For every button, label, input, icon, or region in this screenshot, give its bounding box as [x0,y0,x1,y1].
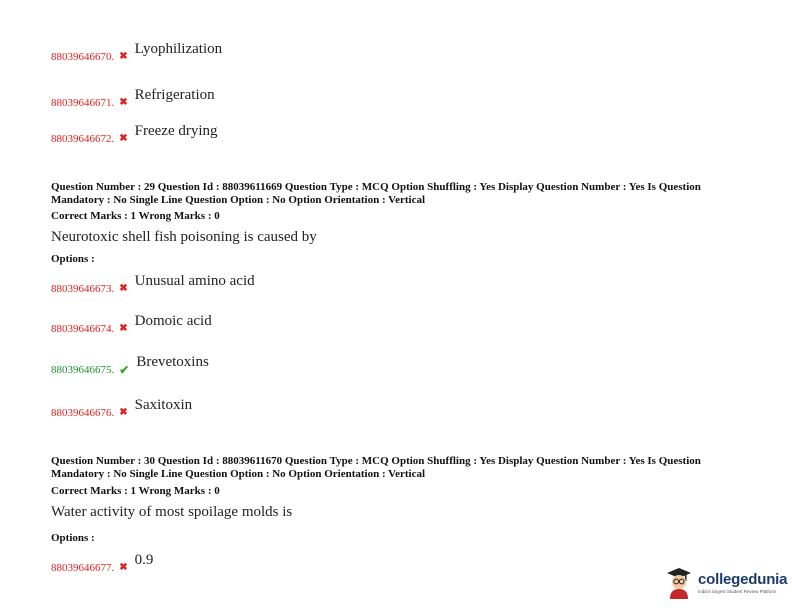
option-id: 88039646676. [51,407,115,419]
cross-icon: ✖ [119,407,128,418]
logo-tagline: India's largest Student Review Platform [698,588,777,594]
option-text: Lyophilization [134,41,223,57]
question-text: Neurotoxic shell fish poisoning is caused by [51,229,317,245]
question-marks: Correct Marks : 1 Wrong Marks : 0 [51,210,220,222]
option-row [51,397,193,419]
question-meta: Question Number : 30 Question Id : 88039611670 Question Type : MCQ Option Shuffling : Yes Display Question Number : Yes Is Question Mandatory : No Single Line Question Option : No Option Orientation : Vertical [51,455,701,480]
option-id: 88039646677. [51,562,115,574]
cross-icon: ✖ [119,97,128,108]
graduate-mascot-icon [664,565,694,599]
cross-icon: ✖ [119,323,128,334]
option-id: 88039646672. [51,133,115,145]
option-row [51,87,215,109]
option-row [51,123,218,145]
check-icon: ✔ [119,363,130,377]
option-id: 88039646671. [51,97,115,109]
question-marks: Correct Marks : 1 Wrong Marks : 0 [51,485,220,497]
collegedunia-logo [664,564,788,600]
question-meta: Question Number : 29 Question Id : 88039611669 Question Type : MCQ Option Shuffling : Yes Display Question Number : Yes Is Question Mandatory : No Single Line Question Option : No Option Orientation : Vertical [51,181,701,206]
option-id: 88039646673. [51,283,115,295]
logo-name: collegedunia [698,570,788,588]
cross-icon: ✖ [119,51,128,62]
cross-icon: ✖ [119,133,128,144]
option-text: Brevetoxins [136,354,209,370]
option-row [51,41,223,63]
option-id: 88039646670. [51,51,115,63]
option-row [51,273,255,295]
option-id: 88039646675. [51,364,115,376]
cross-icon: ✖ [119,283,128,294]
options-label: Options : [51,253,95,265]
question-text: Water activity of most spoilage molds is [51,504,293,520]
option-text: 0.9 [134,552,154,568]
option-text: Unusual amino acid [134,273,255,289]
cross-icon: ✖ [119,562,128,573]
options-label: Options : [51,532,95,544]
option-row [51,552,154,574]
option-id: 88039646674. [51,323,115,335]
option-text: Freeze drying [134,123,218,139]
option-row [51,313,212,335]
option-text: Refrigeration [134,87,215,103]
option-text: Domoic acid [134,313,212,329]
option-row [51,354,209,377]
option-text: Saxitoxin [134,397,193,413]
